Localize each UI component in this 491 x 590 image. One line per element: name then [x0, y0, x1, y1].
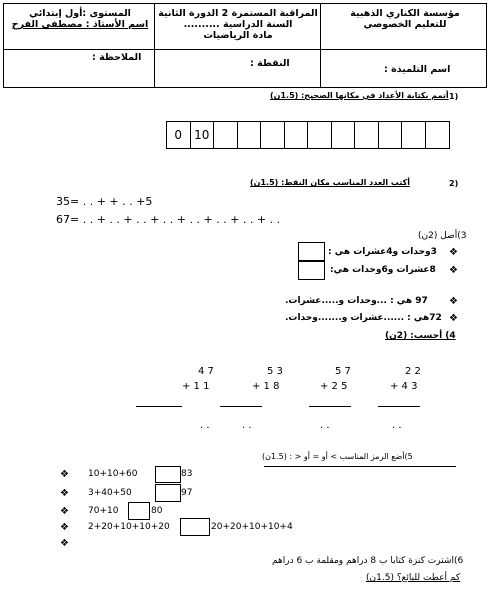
answer-box[interactable] [298, 242, 325, 261]
operation-bottom: + 1 1 [182, 381, 210, 392]
operation-top: 5 7 [335, 366, 351, 377]
grid-cell [261, 122, 285, 148]
diamond-bullet: ❖ [449, 296, 458, 307]
operation-top: 5 3 [267, 366, 283, 377]
grid-cell [332, 122, 356, 148]
diamond-bullet: ❖ [60, 506, 69, 517]
exam-title: المراقبة المستمرة 2 الدورة الثانية السنة الدراسية .......... مادة الرياضيات [158, 8, 318, 41]
q3-fill: 72هي : ......عشرات و.......وحدات. [285, 313, 442, 323]
diamond-bullet: ❖ [60, 538, 69, 549]
diamond-bullet: ❖ [449, 247, 458, 258]
q6-text: 6)اشترت كنزة كتابا ب 8 دراهم ومقلمة ب 6 دراهم [272, 556, 464, 566]
q6-question: كم أعطت للبائع؟ (1.5ن) [366, 573, 461, 583]
answer-line [378, 406, 420, 407]
q3-fill: 97 هي : ...وحدات و.....عشرات. [285, 296, 428, 306]
diamond-bullet: ❖ [60, 488, 69, 499]
answer-dots: . . [392, 420, 402, 431]
q1-number: 1) [449, 92, 459, 101]
expression-left: 70+10 [88, 506, 119, 516]
expression-left: 3+40+50 [88, 488, 132, 498]
q3-item: 3وحدات و4عشرات هي : [328, 247, 437, 257]
grid-cell: 0 [167, 122, 191, 148]
answer-line [220, 406, 262, 407]
operation-bottom: + 1 8 [252, 381, 280, 392]
grid-cell [214, 122, 238, 148]
grid-cell [308, 122, 332, 148]
diamond-bullet: ❖ [449, 265, 458, 276]
student-name-label: اسم التلميذة : [384, 64, 451, 75]
q2-number: 2) [449, 179, 459, 188]
q2-line1: 35= . . + + . . +5 [56, 195, 153, 208]
grade-label: النقطة : [250, 58, 290, 69]
grid-cell [238, 122, 262, 148]
q3-title: 3)أصل (2ن) [418, 231, 467, 241]
title-underline [264, 466, 456, 467]
expression-right: 97 [181, 488, 193, 498]
operation-bottom: + 4 3 [390, 381, 418, 392]
q2-instruction: أكتب العدد المناسب مكان النقط: (1.5ن) [250, 178, 411, 187]
operation-top: 4 7 [198, 366, 214, 377]
grid-cell [355, 122, 379, 148]
expression-right: 20+20+10+10+4 [211, 522, 293, 532]
expression-right: 83 [181, 469, 193, 479]
diamond-bullet: ❖ [449, 313, 458, 324]
expression-left: 10+10+60 [88, 469, 138, 479]
diamond-bullet: ❖ [60, 522, 69, 533]
header-divider [4, 49, 486, 50]
symbol-box[interactable] [155, 484, 181, 502]
diamond-bullet: ❖ [60, 469, 69, 480]
header-divider [154, 4, 155, 87]
answer-box[interactable] [298, 261, 325, 280]
grid-cell [402, 122, 426, 148]
q1-instruction: أتمم بكتابة الأعداد في مكانها الصحيح: (1.5ن) [270, 91, 449, 100]
answer-line [136, 406, 182, 407]
answer-line [309, 406, 351, 407]
symbol-box[interactable] [180, 518, 210, 536]
q2-line2: 67= . . + . . + . . + . . + . . + . . + . . + . . [56, 213, 281, 226]
answer-dots: . . [200, 420, 210, 431]
answer-dots: . . [320, 420, 330, 431]
number-grid [166, 121, 450, 149]
remark-label: : الملاحظة [92, 52, 142, 63]
answer-dots: . . [242, 420, 252, 431]
q4-title: 4) أحسب: (2ن) [385, 331, 456, 341]
q3-item: 8عشرات و6وحدات هي: [330, 265, 436, 275]
expression-right: 80 [151, 506, 163, 516]
grid-cell: 10 [191, 122, 215, 148]
operation-bottom: + 2 5 [320, 381, 348, 392]
grid-cell [379, 122, 403, 148]
symbol-box[interactable] [155, 466, 181, 483]
q5-title: 5)أضع الرمز المناسب > أو = أو < : (1.5ن) [262, 452, 413, 461]
expression-left: 2+20+10+10+20 [88, 522, 170, 532]
exam-header [3, 3, 487, 88]
grid-cell [426, 122, 450, 148]
operation-top: 2 2 [405, 366, 421, 377]
header-divider [320, 4, 321, 87]
symbol-box[interactable] [128, 502, 150, 520]
level-teacher: المستوى :أول إبتدائي اسم الأستاذ : مصطفى الفرح [11, 8, 149, 30]
institution-name: مؤسسة الكناري الذهبية للتعليم الخصوصي [350, 8, 460, 30]
grid-cell [285, 122, 309, 148]
